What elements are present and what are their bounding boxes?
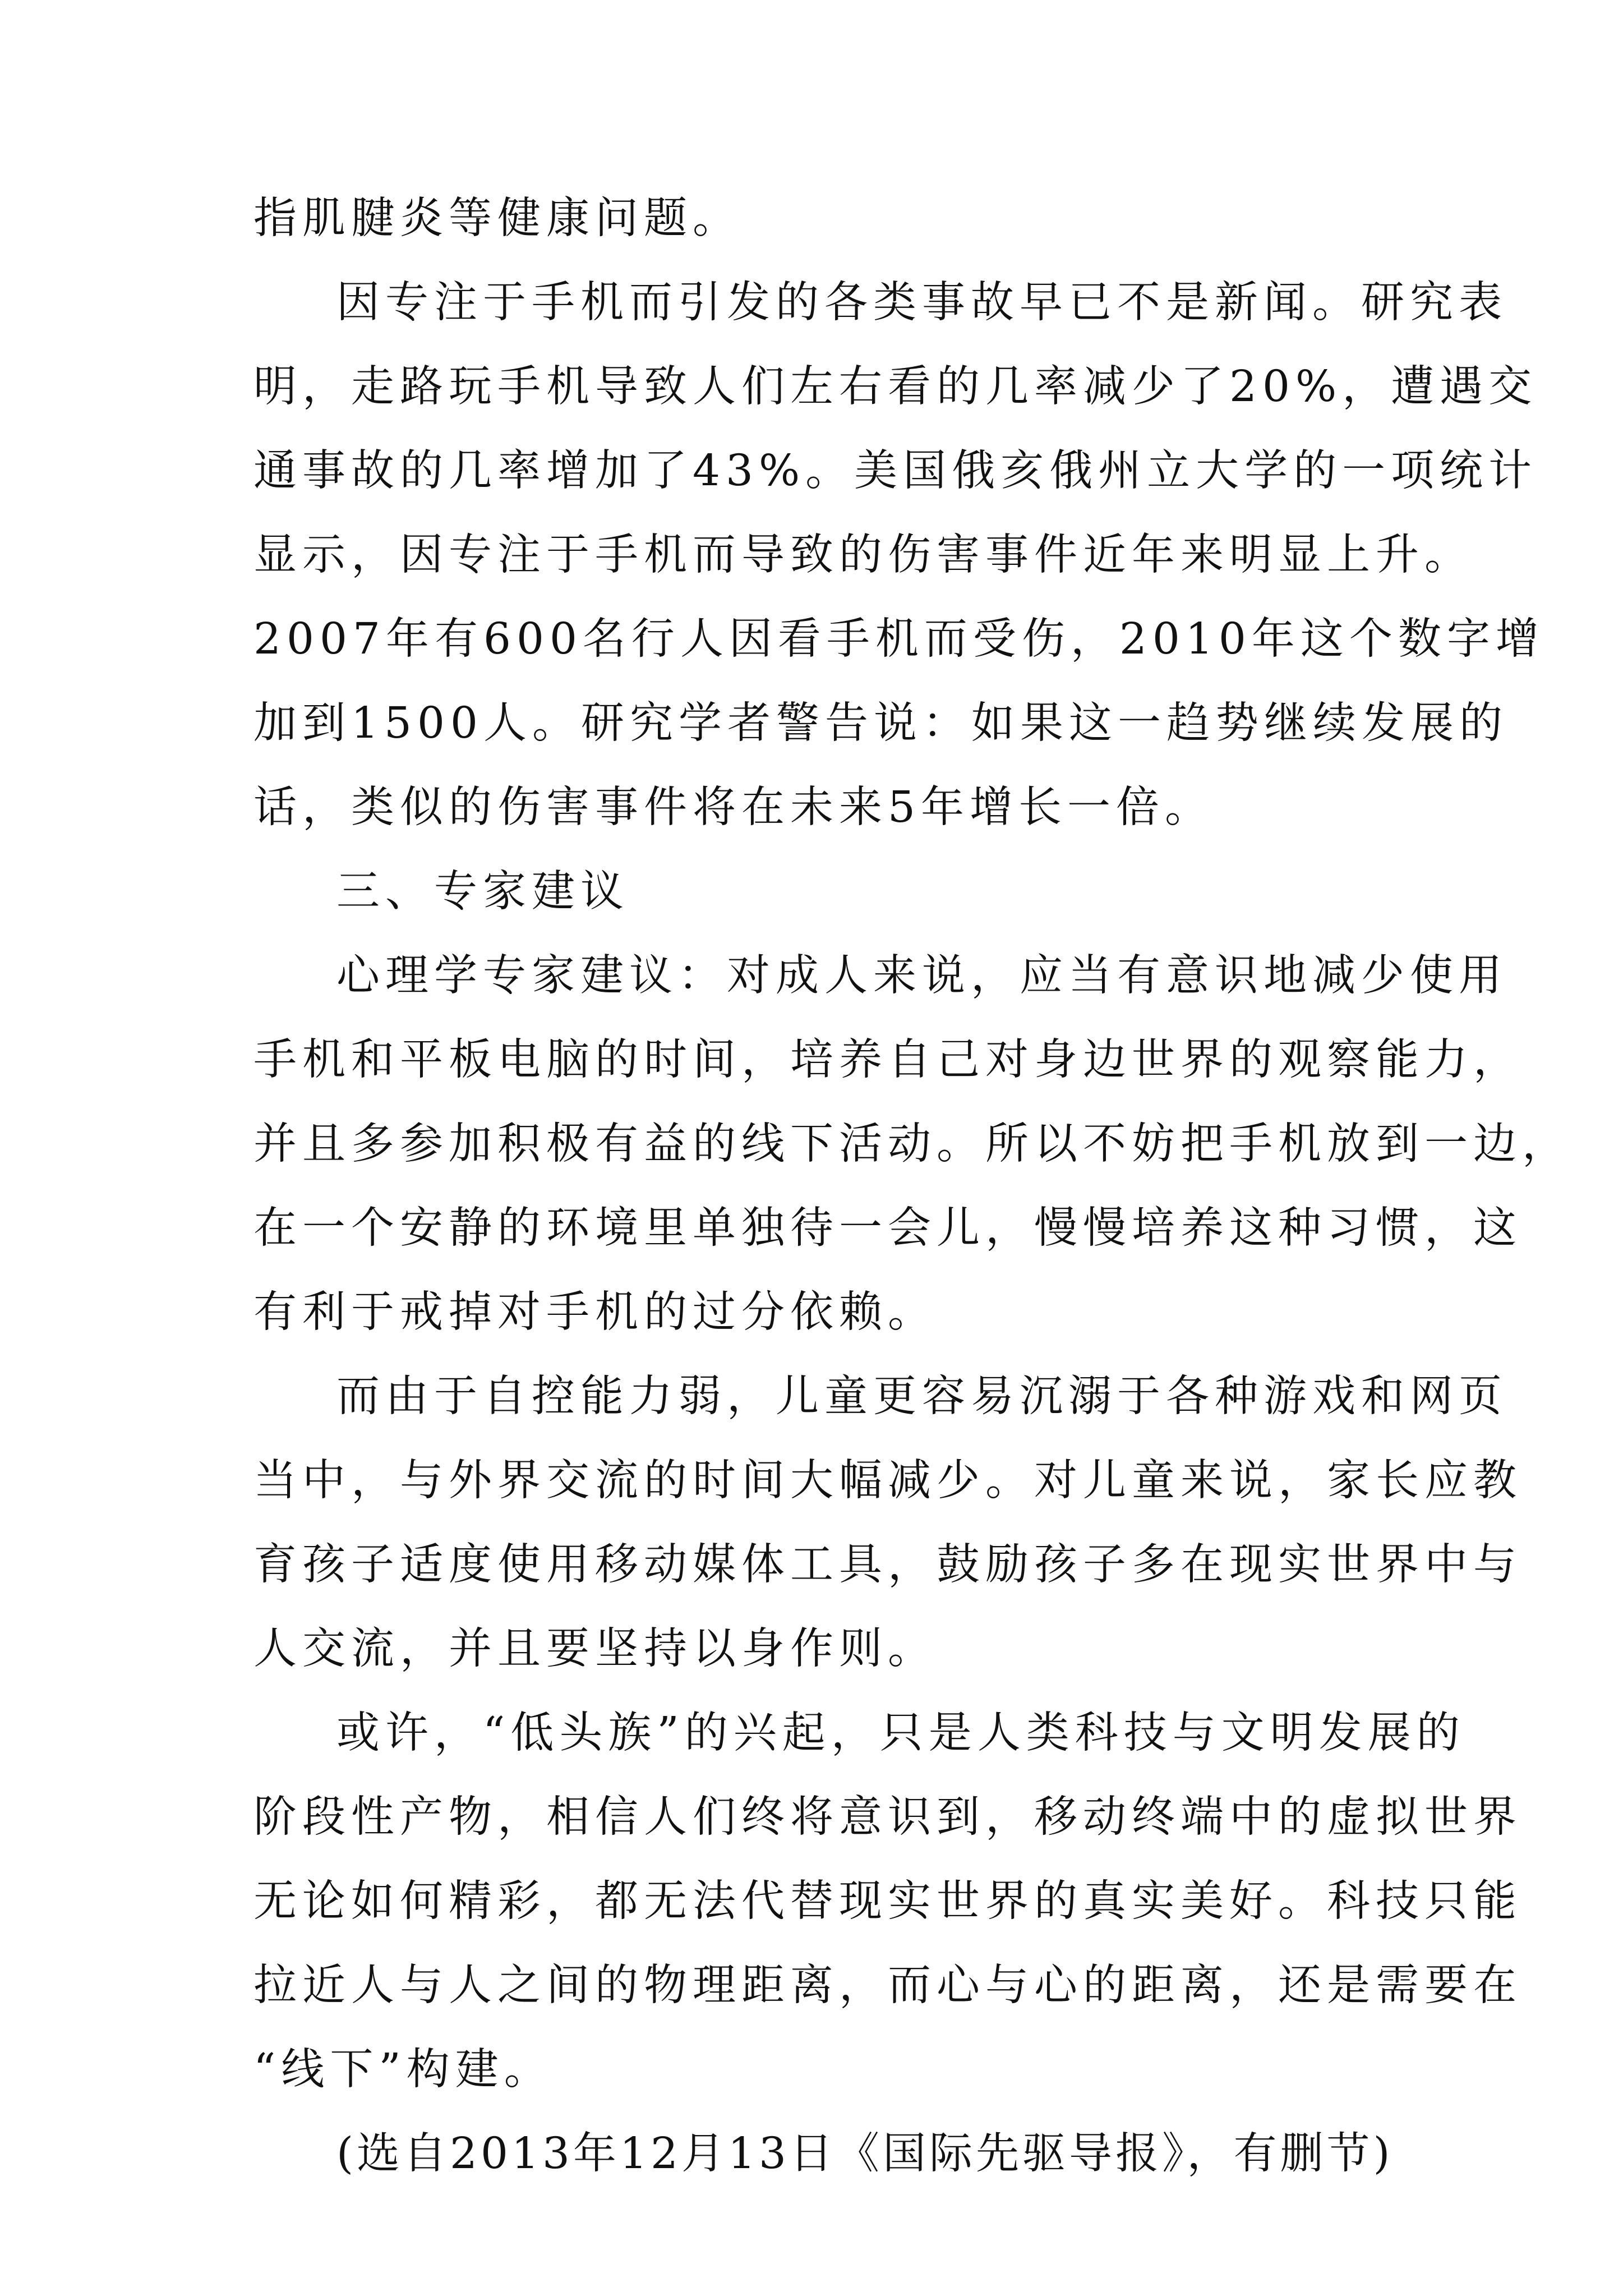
source-citation: (选自2013年12月13日《国际先驱导报》，有删节) bbox=[336, 2129, 1394, 2179]
text-line: 并且多参加积极有益的线下活动。所以不妨把手机放到一边， bbox=[253, 1119, 1571, 1169]
text-line: “线下”构建。 bbox=[253, 2045, 553, 2095]
text-line: 无论如何精彩，都无法代替现实世界的真实美好。科技只能 bbox=[253, 1876, 1522, 1926]
text-line: 拉近人与人之间的物理距离，而心与心的距离，还是需要在 bbox=[253, 1961, 1522, 2010]
section-heading: 三、专家建议 bbox=[336, 867, 629, 917]
text-line: 当中，与外界交流的时间大幅减少。对儿童来说，家长应教 bbox=[253, 1456, 1522, 1506]
text-line: 显示，因专注于手机而导致的伤害事件近年来明显上升。 bbox=[253, 530, 1473, 580]
text-line: 阶段性产物，相信人们终将意识到，移动终端中的虚拟世界 bbox=[253, 1792, 1522, 1842]
text-line: 育孩子适度使用移动媒体工具，鼓励孩子多在现实世界中与 bbox=[253, 1540, 1522, 1590]
paragraph-start-line: 而由于自控能力弱，儿童更容易沉溺于各种游戏和网页 bbox=[336, 1372, 1507, 1421]
paragraph-start-line: 心理学专家建议：对成人来说，应当有意识地减少使用 bbox=[336, 951, 1507, 1001]
text-line: 手机和平板电脑的时间，培养自己对身边世界的观察能力， bbox=[253, 1035, 1522, 1085]
text-line: 人交流，并且要坚持以身作则。 bbox=[253, 1624, 937, 1674]
text-line: 在一个安静的环境里单独待一会儿，慢慢培养这种习惯，这 bbox=[253, 1203, 1522, 1253]
paragraph-start-line: 因专注于手机而引发的各类事故早已不是新闻。研究表 bbox=[336, 278, 1507, 328]
paragraph-start-line: 或许，“低头族”的兴起，只是人类科技与文明发展的 bbox=[336, 1708, 1465, 1758]
text-line: 2007年有600名行人因看手机而受伤，2010年这个数字增 bbox=[253, 614, 1544, 664]
text-line: 明，走路玩手机导致人们左右看的几率减少了20%，遭遇交 bbox=[253, 362, 1538, 412]
text-line: 通事故的几率增加了43%。美国俄亥俄州立大学的一项统计 bbox=[253, 446, 1538, 496]
text-line: 话，类似的伤害事件将在未来5年增长一倍。 bbox=[253, 783, 1214, 832]
text-line: 指肌腱炎等健康问题。 bbox=[253, 194, 741, 243]
text-line: 有利于戒掉对手机的过分依赖。 bbox=[253, 1287, 937, 1337]
text-line: 加到1500人。研究学者警告说：如果这一趋势继续发展的 bbox=[253, 698, 1508, 748]
